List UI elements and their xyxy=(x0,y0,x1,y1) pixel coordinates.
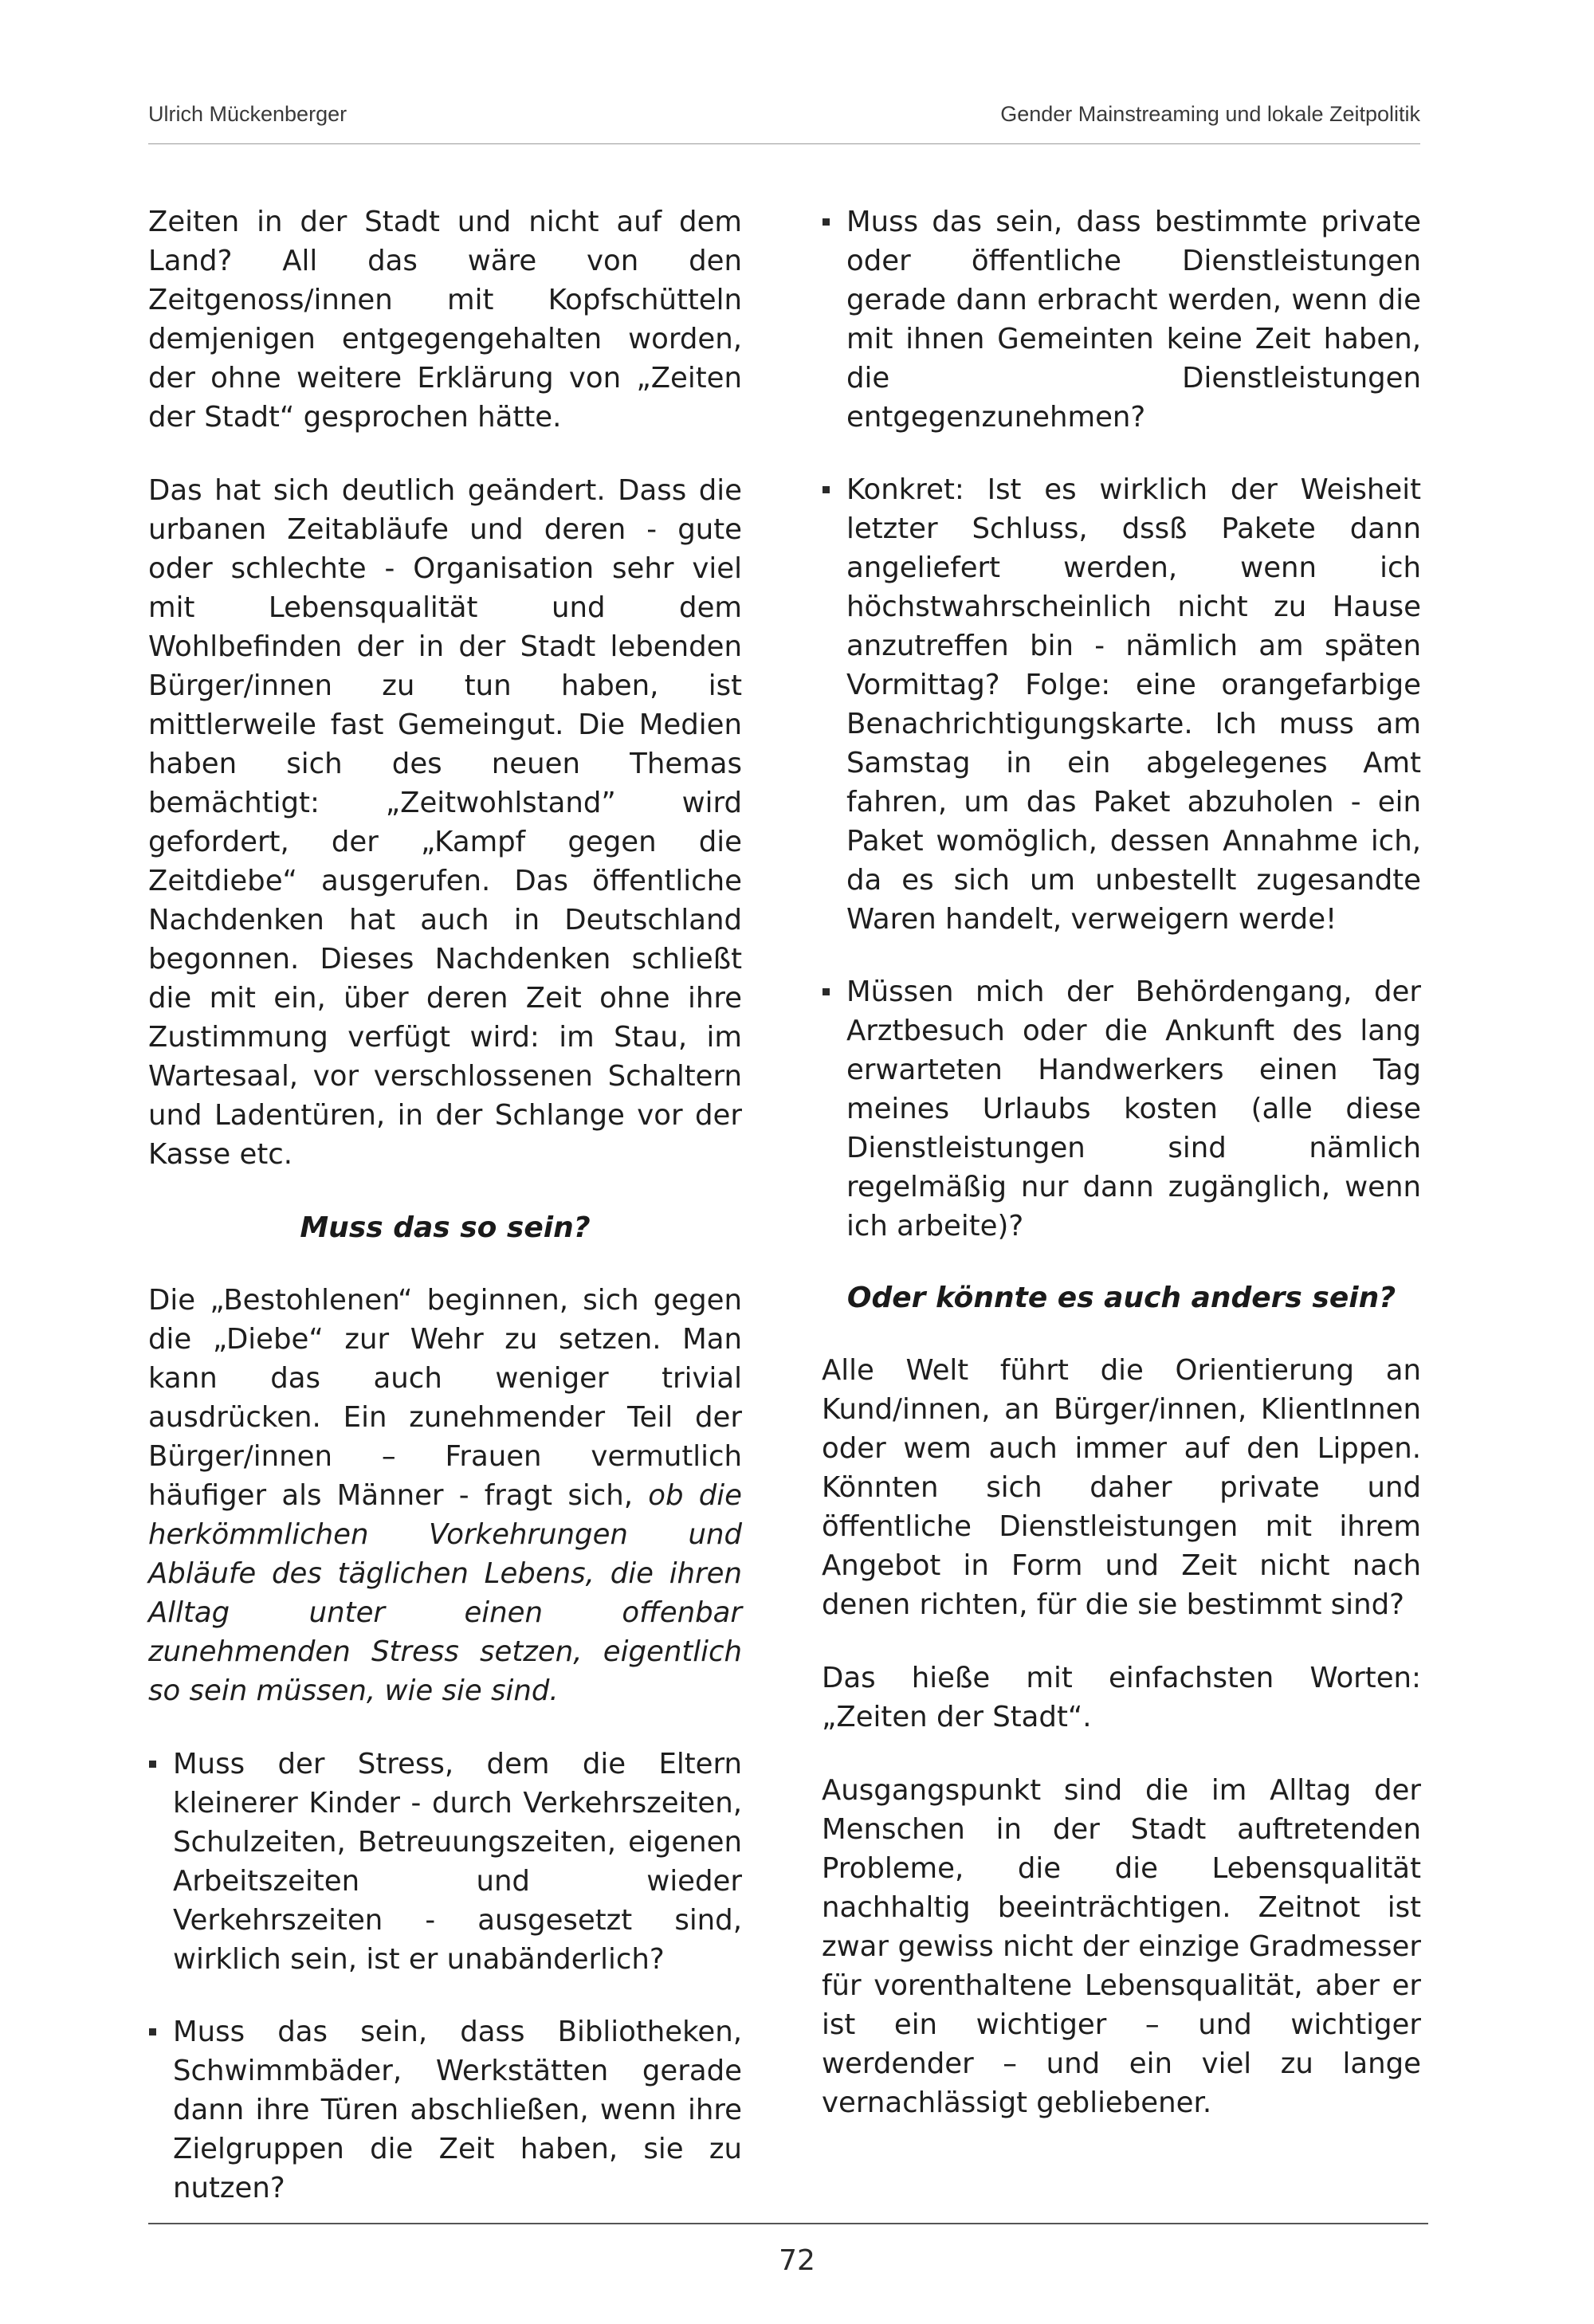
left-column xyxy=(148,202,742,2240)
footer-rule xyxy=(148,2223,1428,2224)
square-bullet-icon xyxy=(823,988,830,995)
paragraph: Alle Welt führt die Orientierung an Kund/innen, an Bürger/innen, KlientInnen oder wem auch immer auf den Lippen. Könnten sich daher private und öffentliche Dienstleistungen mit ihrem Angebot in Form und Zeit nicht nach denen richten, für die sie bestimmt sind? xyxy=(822,1354,1421,1621)
emphasized-text: ob die herkömmlichen Vorkehrungen und Abläufe des täglichen Lebens, die ihren Alltag unter einen offenbar zunehmenden Stress setzen, eigentlich so sein müssen, wie sie sind. xyxy=(148,1479,743,1707)
square-bullet-icon xyxy=(823,218,830,226)
list-item-text: Muss der Stress, dem die Eltern kleinerer Kinder - durch Verkehrszeiten, Schulzeiten, Betreuungszeiten, eigenen Arbeitszeiten und wieder Verkehrszeiten - ausgesetzt sind, wirklich sein, ist er unabänderlich? xyxy=(173,1748,742,1976)
paragraph-text: Die „Bestohlenen“ beginnen, sich gegen die „Diebe“ zur Wehr zu setzen. Man kann das auch weniger trivial ausdrücken. Ein zunehmender Teil der Bürger/innen – Frauen vermutlich häufiger als Männer - fragt sich, xyxy=(148,1284,742,1512)
page-number: 72 xyxy=(779,2244,815,2277)
paragraph: Ausgangspunkt sind die im Alltag der Menschen in der Stadt auftretenden Probleme, die die Lebensqualität nachhaltig beeinträchtigen. Zeitnot ist zwar gewiss nicht der einzige Gradmesser für vorenthaltene Lebensqualität, aber er ist ein wichtiger – und wichtiger werdender – und ein viel zu lange vernachlässigt gebliebener. xyxy=(822,1774,1421,2119)
right-column xyxy=(822,202,1421,2157)
list-item-text: Muss das sein, dass bestimmte private oder öffentliche Dienstleistungen gerade dann erbracht werden, wenn die mit ihnen Gemeinten keine Zeit haben, die Dienstleistungen entgegenzunehmen? xyxy=(846,206,1421,434)
list-item xyxy=(148,2012,742,2208)
running-header-title: Gender Mainstreaming und lokale Zeitpolitik xyxy=(1000,102,1420,126)
bullet-list xyxy=(822,202,1421,1246)
running-header-author: Ulrich Mückenberger xyxy=(148,102,347,126)
paragraph-with-emphasis xyxy=(148,1281,742,1710)
list-item-text: Konkret: Ist es wirklich der Weisheit letzter Schluss, dssß Pakete dann angeliefert werden, wenn ich höchstwahrscheinlich nicht zu Hause anzutreffen bin - nämlich am späten Vormittag? Folge: eine orangefarbige Benachrichtigungskarte. Ich muss am Samstag in ein abgelegenes Amt fahren, um das Paket abzuholen - ein Paket womöglich, dessen Annahme ich, da es sich um unbestellt zugesandte Waren handelt, verweigern werde! xyxy=(846,473,1421,936)
header-rule xyxy=(148,143,1420,144)
list-item xyxy=(148,1745,742,1979)
list-item-text: Müssen mich der Behördengang, der Arztbesuch oder die Ankunft des lang erwarteten Handwerkers einen Tag meines Urlaubs kosten (alle diese Dienstleistungen sind nämlich regelmäßig nur dann zugänglich, wenn ich arbeite)? xyxy=(846,976,1421,1242)
paragraph: Das hat sich deutlich geändert. Dass die urbanen Zeitabläufe und deren - gute oder schlechte - Organisation sehr viel mit Lebensqualität und dem Wohlbefinden der in der Stadt lebenden Bürger/innen zu tun haben, ist mittlerweile fast Gemeingut. Die Medien haben sich des neuen Themas bemächtigt: „Zeitwohlstand” wird gefordert, der „Kampf gegen die Zeitdiebe“ ausgerufen. Das öffentliche Nachdenken hat auch in Deutschland begonnen. Dieses Nachdenken schließt die mit ein, über deren Zeit ohne ihre Zustimmung verfügt wird: im Stau, im Wartesaal, vor verschlossenen Schaltern und Ladentüren, in der Schlange vor der Kasse etc. xyxy=(148,474,742,1171)
section-heading: Oder könnte es auch anders sein? xyxy=(846,1282,1396,1314)
square-bullet-icon xyxy=(149,1761,156,1768)
list-item xyxy=(822,470,1421,939)
square-bullet-icon xyxy=(823,486,830,493)
list-item-text: Muss das sein, dass Bibliotheken, Schwimmbäder, Werkstätten gerade dann ihre Türen abschließen, wenn ihre Zielgruppen die Zeit haben, sie zu nutzen? xyxy=(173,2016,742,2204)
square-bullet-icon xyxy=(149,2028,156,2035)
list-item xyxy=(822,202,1421,437)
bullet-list xyxy=(148,1745,742,2208)
list-item xyxy=(822,972,1421,1246)
paragraph: Das hieße mit einfachsten Worten: „Zeiten der Stadt“. xyxy=(822,1662,1421,1733)
section-heading: Muss das so sein? xyxy=(300,1211,591,1244)
paragraph: Zeiten in der Stadt und nicht auf dem Land? All das wäre von den Zeitgenoss/innen mit Kopfschütteln demjenigen entgegengehalten worden, der ohne weitere Erklärung von „Zeiten der Stadt“ gesprochen hätte. xyxy=(148,206,742,434)
